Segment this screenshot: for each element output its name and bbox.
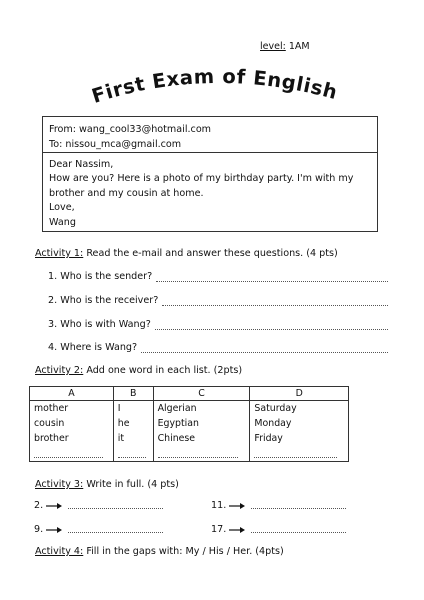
svg-text:First Exam of English <box>89 65 340 108</box>
question-row <box>48 319 388 330</box>
activity-2-label: Activity 2: <box>35 365 84 376</box>
column-header: C <box>153 387 250 401</box>
table-cell: Saturday <box>250 401 349 417</box>
table-cell: Friday <box>250 431 349 446</box>
table-row <box>30 431 349 446</box>
level-indicator <box>260 41 310 52</box>
number-label: 9. <box>34 524 44 535</box>
answer-cell[interactable] <box>153 446 250 462</box>
answer-line[interactable] <box>68 502 163 509</box>
activity-4-heading <box>35 546 284 557</box>
column-header: A <box>30 387 114 401</box>
activity-3-label: Activity 3: <box>35 479 84 490</box>
write-in-full-item <box>211 500 346 511</box>
question-row <box>48 342 388 353</box>
answer-line[interactable] <box>251 526 346 533</box>
activity-1-heading <box>35 248 338 259</box>
email-greeting: Dear Nassim, <box>49 159 114 170</box>
number-label: 11. <box>211 500 227 511</box>
number-label: 17. <box>211 524 227 535</box>
activity-3-heading <box>35 479 179 490</box>
table-cell: Egyptian <box>153 416 250 431</box>
activity-2-instruction: Add one word in each list. (2pts) <box>83 365 243 376</box>
table-row <box>30 401 349 417</box>
table-row <box>30 416 349 431</box>
email-header <box>43 117 377 153</box>
arrow-right-icon <box>46 526 62 534</box>
write-in-full-item <box>211 524 346 535</box>
table-answer-row <box>30 446 349 462</box>
email-body-line: How are you? Here is a photo of my birthday party. I'm with my <box>49 173 354 185</box>
activity-1-instruction: Read the e-mail and answer these questions. (4 pts) <box>83 248 338 259</box>
write-in-full-item <box>34 524 163 535</box>
answer-cell[interactable] <box>30 446 114 462</box>
question-row <box>48 295 388 306</box>
email-from: From: wang_cool33@hotmail.com <box>49 124 212 135</box>
answer-line[interactable] <box>141 343 388 353</box>
email-box <box>42 116 378 232</box>
answer-line[interactable] <box>162 296 388 306</box>
arrow-right-icon <box>229 502 245 510</box>
question-text: 3. Who is with Wang? <box>48 319 151 330</box>
column-header: D <box>250 387 349 401</box>
table-cell: Chinese <box>153 431 250 446</box>
email-body-line: brother and my cousin at home. <box>49 187 204 199</box>
arrow-right-icon <box>46 502 62 510</box>
question-text: 1. Who is the sender? <box>48 271 153 282</box>
exam-title <box>70 62 360 110</box>
table-cell: cousin <box>30 416 114 431</box>
question-row <box>48 271 388 282</box>
level-value: 1AM <box>288 41 310 52</box>
question-text: 4. Where is Wang? <box>48 342 138 353</box>
table-cell: Monday <box>250 416 349 431</box>
table-cell: brother <box>30 431 114 446</box>
activity-4-label: Activity 4: <box>35 546 84 557</box>
answer-cell[interactable] <box>250 446 349 462</box>
arrow-right-icon <box>229 526 245 534</box>
email-signature: Wang <box>49 216 76 228</box>
answer-cell[interactable] <box>113 446 153 462</box>
table-header-row <box>30 387 349 401</box>
answer-line[interactable] <box>156 272 388 282</box>
answer-line[interactable] <box>155 320 388 330</box>
table-cell: mother <box>30 401 114 417</box>
exam-title-text: First Exam of English <box>88 64 341 108</box>
word-lists-table <box>29 386 349 462</box>
answer-line[interactable] <box>251 502 346 509</box>
table-cell: it <box>113 431 153 446</box>
activity-3-instruction: Write in full. (4 pts) <box>83 479 179 490</box>
activity-4-instruction: Fill in the gaps with: My / His / Her. (4pts) <box>83 546 284 557</box>
number-label: 2. <box>34 500 44 511</box>
answer-line[interactable] <box>68 526 163 533</box>
column-header: B <box>113 387 153 401</box>
activity-2-heading <box>35 365 242 376</box>
email-closing: Love, <box>49 202 75 214</box>
table-cell: Algerian <box>153 401 250 417</box>
question-text: 2. Who is the receiver? <box>48 295 159 306</box>
activity-1-label: Activity 1: <box>35 248 84 259</box>
table-cell: he <box>113 416 153 431</box>
level-label: level: <box>260 41 286 52</box>
table-cell: I <box>113 401 153 417</box>
email-body <box>43 153 377 230</box>
email-to: To: nissou_mca@gmail.com <box>49 139 182 150</box>
write-in-full-item <box>34 500 163 511</box>
